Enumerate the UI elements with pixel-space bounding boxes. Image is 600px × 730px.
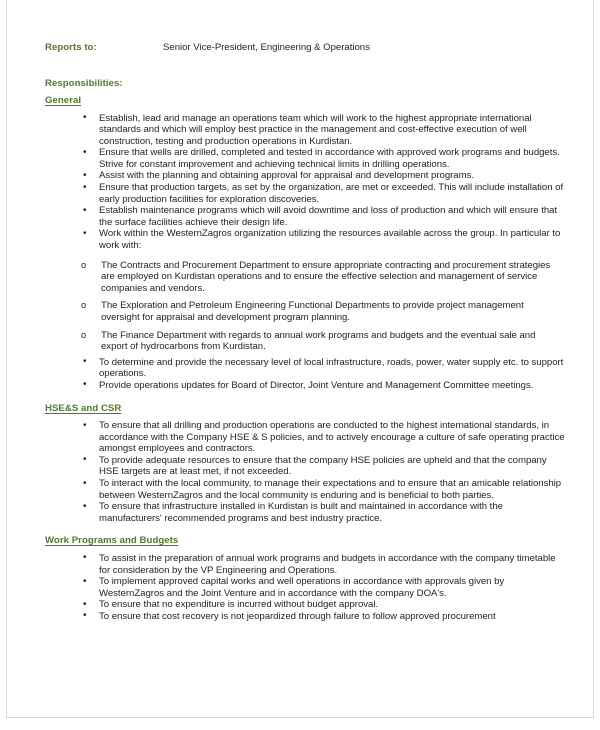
reports-to-label: Reports to: xyxy=(45,42,97,53)
list-item: • Provide operations updates for Board of Director, Joint Venture and Management Committee meetings. xyxy=(45,380,565,392)
general-bullet-list xyxy=(45,113,565,252)
list-item: • To implement approved capital works and well operations in accordance with approvals given by WesternZagros and the Joint Venture and in accordance with the company DOA's. xyxy=(45,576,565,599)
list-item: • To determine and provide the necessary level of local infrastructure, roads, power, water supply etc. to support operations. xyxy=(45,357,565,380)
document-body xyxy=(7,0,593,622)
list-item: • Establish, lead and manage an operations team which will work to the highest appropriate international standards and which will employ best practice in the management and cost-effective execution of well construction, testing and production operations in Kurdistan. xyxy=(45,113,565,148)
sub-list-item: o The Exploration and Petroleum Engineering Functional Departments to provide project management oversight for appraisal and development program planning. xyxy=(45,300,565,323)
spacer xyxy=(45,392,565,403)
responsibilities-heading: Responsibilities: xyxy=(45,77,123,89)
list-item: • Ensure that wells are drilled, completed and tested in accordance with approved work programs and budgets. Strive for constant improvement and achieving technical limits in drilling operations. xyxy=(45,147,565,170)
list-item: • To ensure that all drilling and production operations are conducted to the highest international standards, in accordance with the Company HSE & S policies, and to actively encourage a culture of safe operating practice amongst employees and contractors. xyxy=(45,420,565,455)
list-item: • To ensure that infrastructure installed in Kurdistan is built and maintained in accordance with the manufacturers' recommended programs and best industry practice. xyxy=(45,501,565,524)
list-item: • Work within the WesternZagros organization utilizing the resources available across the group. In particular to work with: xyxy=(45,228,565,251)
section-heading-general: General xyxy=(45,95,82,106)
reports-to-row xyxy=(45,42,565,54)
list-item: • Ensure that production targets, as set by the organization, are met or exceeded. This will include installation of early production facilities for exploration discoveries. xyxy=(45,182,565,205)
list-item: • To interact with the local community, to manage their expectations and to ensure that an amicable relationship between WesternZagros and the local community is enduring and is beneficial to both parties. xyxy=(45,478,565,501)
list-item: • To ensure that no expenditure is incurred without budget approval. xyxy=(45,599,565,611)
sub-list-item: o The Contracts and Procurement Department to ensure appropriate contracting and procurement strategies are employed on Kurdistan operations and to ensure the effective selection and management of service companies and vendors. xyxy=(45,260,565,295)
reports-to-value: Senior Vice-President, Engineering & Operations xyxy=(163,42,370,53)
list-item: • Establish maintenance programs which will avoid downtime and loss of production and which will ensure that the surface facilities achieve their design life. xyxy=(45,205,565,228)
sub-list-item: o The Finance Department with regards to annual work programs and budgets and the eventual sale and export of hydrocarbons from Kurdistan. xyxy=(45,330,565,353)
document-page xyxy=(6,0,594,718)
section-heading-work-programs: Work Programs and Budgets xyxy=(45,535,179,547)
general-bullet-list-continued xyxy=(45,357,565,392)
list-item: • Assist with the planning and obtaining approval for appraisal and development programs. xyxy=(45,170,565,182)
general-sub-bullet-list xyxy=(45,260,565,353)
section-heading-hse-csr: HSE&S and CSR xyxy=(45,402,122,414)
list-item: • To provide adequate resources to ensure that the company HSE policies are upheld and that the company HSE targets are at least met, if not exceeded. xyxy=(45,455,565,478)
spacer xyxy=(45,524,565,535)
work-programs-bullet-list xyxy=(45,553,565,622)
spacer xyxy=(45,54,565,78)
list-item: • To ensure that cost recovery is not jeopardized through failure to follow approved procurement xyxy=(45,611,565,622)
list-item: • To assist in the preparation of annual work programs and budgets in accordance with the company timetable for consideration by the VP Engineering and Operations. xyxy=(45,553,565,576)
hse-csr-bullet-list xyxy=(45,420,565,524)
